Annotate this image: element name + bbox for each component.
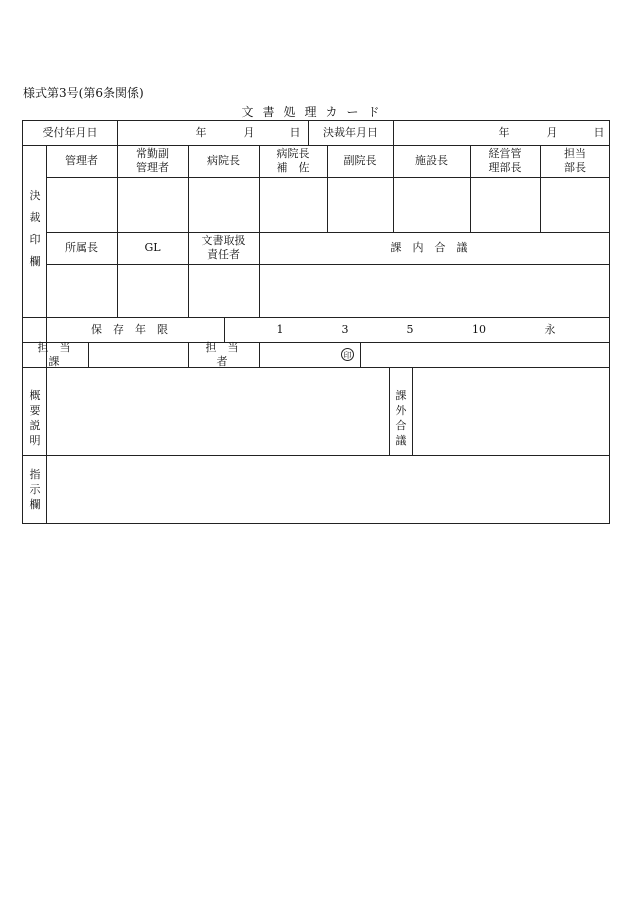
- approver-header: 病院長 補 佐: [276, 147, 310, 174]
- approver-header: 担当 部長: [564, 147, 586, 174]
- retention-option[interactable]: 10: [472, 322, 486, 336]
- approval-seal-column-label: 決裁印欄: [29, 189, 41, 268]
- decision-date-label: 決裁年月日: [323, 126, 378, 139]
- approver-header: 管理者: [65, 154, 98, 167]
- received-month-unit: 月: [243, 126, 255, 139]
- approver-header: 施設長: [415, 154, 448, 167]
- person-in-charge-label: 担当者: [205, 340, 250, 368]
- approver-header: 副院長: [343, 154, 377, 167]
- col-divider: [88, 342, 89, 367]
- approver-header: GL: [144, 241, 161, 254]
- form-number-label: 様式第3号(第6条関係): [23, 86, 144, 100]
- responsible-section-label: 担当課: [37, 340, 82, 368]
- page-title: 文書処理カード: [241, 105, 389, 119]
- seal-mark: 印: [341, 348, 354, 361]
- internal-consultation-header: 課内合議: [390, 241, 479, 254]
- approver-header: 病院長: [207, 154, 240, 167]
- row-divider: [23, 367, 610, 368]
- row-divider: [23, 342, 610, 343]
- retention-period-label: 保存年限: [91, 322, 179, 336]
- approver-header: 文書取扱 責任者: [201, 234, 246, 261]
- col-divider: [117, 121, 118, 145]
- received-day-unit: 日: [289, 126, 301, 139]
- summary-label: 概要説明: [29, 389, 41, 447]
- col-divider: [259, 342, 260, 367]
- row-divider: [23, 455, 610, 456]
- approver-header: 所属長: [65, 241, 98, 254]
- col-divider: [360, 342, 361, 367]
- decision-day-unit: 日: [593, 126, 605, 139]
- retention-option[interactable]: 1: [276, 322, 284, 336]
- col-divider: [393, 121, 394, 145]
- decision-month-unit: 月: [546, 126, 558, 139]
- col-divider: [224, 317, 225, 342]
- approver-header: 経営管 理部長: [488, 147, 522, 174]
- received-date-label: 受付年月日: [42, 126, 98, 139]
- col-divider: [46, 367, 47, 524]
- external-consultation-label: 課外合議: [395, 389, 407, 447]
- instructions-label: 指示欄: [29, 468, 41, 511]
- col-divider: [389, 367, 390, 455]
- row-divider: [46, 264, 610, 265]
- received-year-unit: 年: [195, 126, 207, 139]
- retention-option[interactable]: 永: [544, 322, 556, 336]
- col-divider: [412, 367, 413, 455]
- approver-header: 常勤副 管理者: [136, 147, 169, 174]
- row-divider: [46, 177, 610, 178]
- decision-year-unit: 年: [498, 126, 510, 139]
- retention-option[interactable]: 5: [406, 322, 414, 336]
- document-processing-card: [22, 120, 610, 524]
- retention-option[interactable]: 3: [341, 322, 349, 336]
